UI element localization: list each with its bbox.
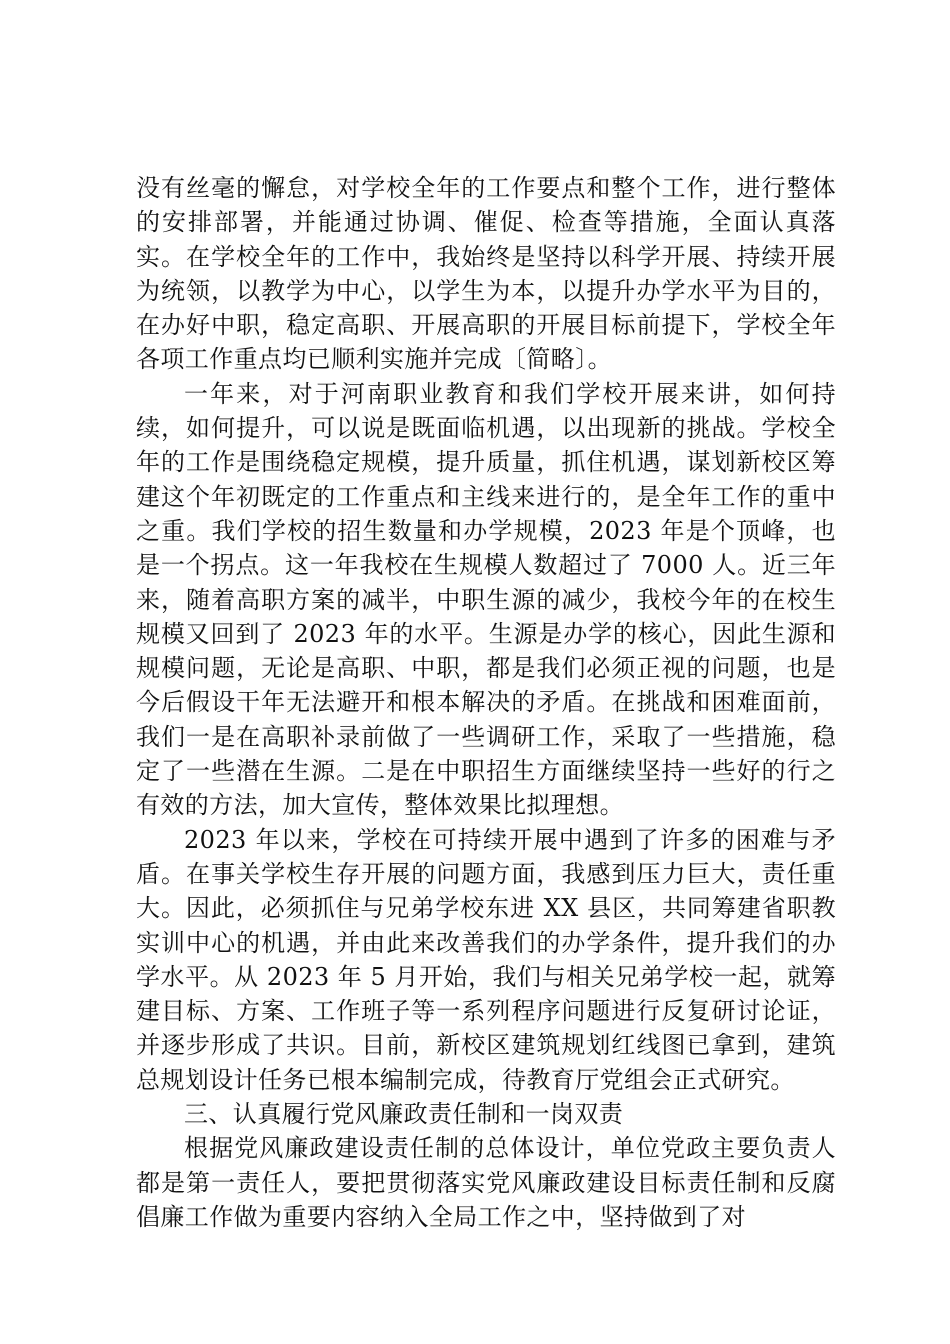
paragraph-2: 一年来，对于河南职业教育和我们学校开展来讲，如何持续，如何提升，可以说是既面临机遇，以出现新的挑战。学校全年的工作是围绕稳定规模，提升质量，抓住机遇，谋划新校区筹建这个年初既定的工作重点和主线来进行的，是全年工作的重中之重。我们学校的招生数量和办学规模，2023 年是个顶峰，也是一个拐点。这一年我校在生规模人数超过了 7000 人。近三年来，随着高职方案的减半，中职生源的减少，我校今年的在校生规模又回到了 2023 年的水平。生源是办学的核心，因此生源和规模问题，无论是高职、中职，都是我们必须正视的问题，也是今后假设干年无法避开和根本解决的矛盾。在挑战和困难面前，我们一是在高职补录前做了一些调研工作，采取了一些措施，稳定了一些潜在生源。二是在中职招生方面继续坚持一些好的行之有效的方法，加大宣传，整体效果比拟理想。: [136, 379, 836, 820]
section-heading: 三、认真履行党风廉政责任制和一岗双责: [184, 1100, 624, 1129]
paragraph-5: 根据党风廉政建设责任制的总体设计，单位党政主要负责人都是第一责任人，要把贯彻落实党风廉政建设目标责任制和反腐倡廉工作做为重要内容纳入全局工作之中，坚持做到了对: [136, 1134, 836, 1231]
paragraph-3: 2023 年以来，学校在可持续开展中遇到了许多的困难与矛盾。在事关学校生存开展的问题方面，我感到压力巨大，责任重大。因此，必须抓住与兄弟学校东进 XX 县区，共同筹建省职教实训中心的机遇，并由此来改善我们的办学条件，提升我们的办学水平。从 2023 年 5 月开始，我们与相关兄弟学校一起，就筹建目标、方案、工作班子等一系列程序问题进行反复研讨论证，并逐步形成了共识。目前，新校区建筑规划红线图已拿到，建筑总规划设计任务已根本编制完成，待教育厅党组会正式研究。: [136, 825, 836, 1094]
paragraph-1: 没有丝毫的懈怠，对学校全年的工作要点和整个工作，进行整体的安排部署，并能通过协调、催促、检查等措施，全面认真落实。在学校全年的工作中，我始终是坚持以科学开展、持续开展为统领，以教学为中心，以学生为本，以提升办学水平为目的，在办好中职，稳定高职、开展高职的开展目标前提下，学校全年各项工作重点均已顺利实施并完成〔简略〕。: [136, 174, 836, 374]
document-body: [136, 171, 836, 1234]
